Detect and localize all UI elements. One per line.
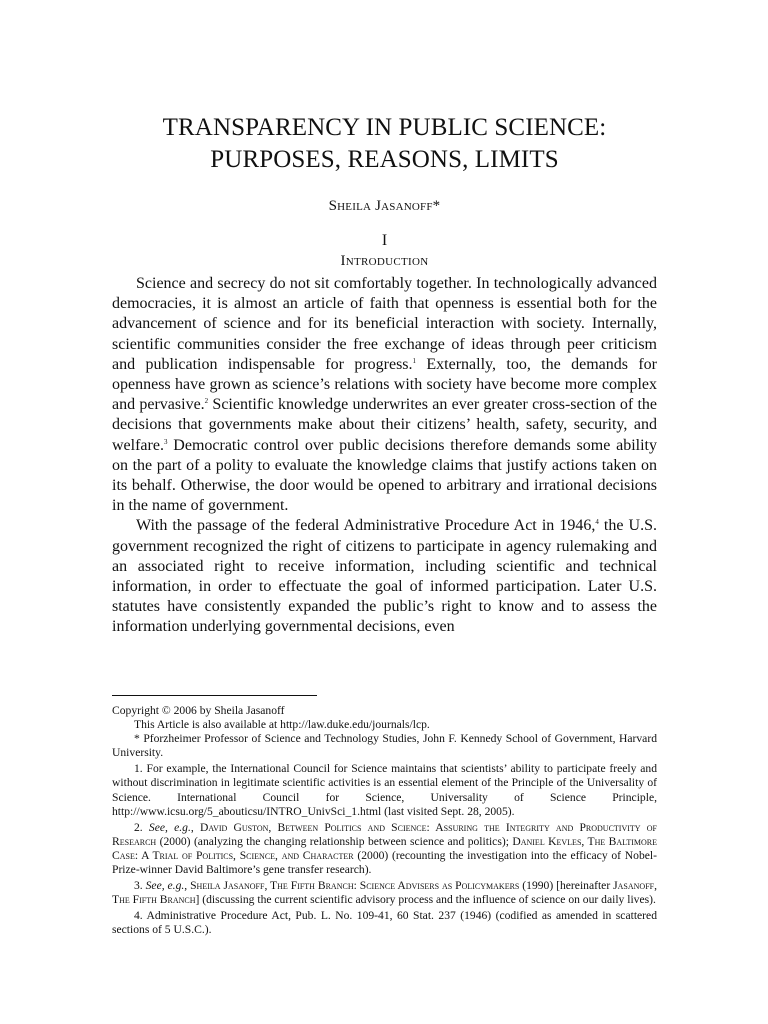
article bbox=[112, 112, 657, 638]
footnote-3-text: , bbox=[184, 879, 191, 893]
section-title: Introduction bbox=[340, 253, 429, 269]
paragraph-1-text: Democratic control over public decisions therefore demands some ability on the part of a polity to evaluate the knowledge claims that justify actions taken on its behalf. Otherwise, the door would be opened to arbitrary and irrational decisions in the name of government. bbox=[112, 436, 657, 515]
footnote-3-text: (1990) [hereinafter bbox=[519, 879, 614, 893]
footnote-divider bbox=[112, 695, 317, 696]
paragraph-1-text: Externally, too, the demands for openness have grown as science’s relations with society have become more complex and pervasive. bbox=[112, 355, 658, 414]
author-footnote: * Pforzheimer Professor of Science and Technology Studies, John F. Kennedy School of Government, Harvard University. bbox=[112, 732, 657, 760]
paragraph-2-text: With the passage of the federal Administrative Procedure Act in 1946, bbox=[136, 517, 596, 535]
footnote-ref-2: 2 bbox=[204, 397, 209, 406]
footnote-3-number: 3. bbox=[134, 879, 143, 893]
footnote-2 bbox=[112, 821, 657, 877]
section-number: I bbox=[381, 232, 388, 249]
article-body bbox=[112, 274, 657, 638]
paragraph-1 bbox=[112, 274, 657, 516]
footnote-3-text: ] (discussing the current scientific advisory process and the influence of science on our daily lives). bbox=[195, 893, 656, 907]
availability-note: This Article is also available at http://law.duke.edu/journals/lcp. bbox=[134, 718, 430, 732]
footnote-1: 1. For example, the International Council for Science maintains that scientists’ ability to participate freely and without discrimination in legitimate scientific activities is an essential element of the Principle of the Universality of Science. International Council for Science, Universality of Science Principle, http://www.icsu.org/5_abouticsu/INTRO_UnivSci_1.html (last visited Sept. 28, 2005). bbox=[112, 762, 657, 818]
title-line-1: TRANSPARENCY IN PUBLIC SCIENCE: bbox=[162, 114, 607, 141]
footnote-4: 4. Administrative Procedure Act, Pub. L. No. 109-41, 60 Stat. 237 (1946) (codified as amended in scattered sections of 5 U.S.C.). bbox=[112, 909, 657, 937]
footnotes bbox=[112, 704, 657, 938]
title-line-2: PURPOSES, REASONS, LIMITS bbox=[210, 146, 559, 173]
paragraph-2-text: the U.S. government recognized the right of citizens to participate in agency rulemaking and an associated right to receive information, including scientific and technical information, in order to effectuate the goal of informed participation. Later U.S. statutes have consistently expanded the public’s right to know and to assess the information underlying governmental decisions, even bbox=[112, 517, 657, 636]
book-reference: David Guston, Between Politics and Science: Assuring the Integrity and Productivity of Research bbox=[112, 820, 658, 848]
author-name: Sheila Jasanoff* bbox=[328, 198, 441, 214]
footnote-2-text: (2000) (recounting the investigation into the efficacy of Nobel-Prize-winner David Baltimore’s gene transfer research). bbox=[112, 848, 657, 877]
footnote-2-text: (2000) (analyzing the changing relationship between science and politics); bbox=[156, 834, 513, 848]
signal: See, e.g. bbox=[145, 879, 185, 893]
footnote-2-number: 2. bbox=[134, 820, 143, 834]
paragraph-1-text: Science and secrecy do not sit comfortably together. In technologically advanced democracies, it is almost an article of faith that openness is essential both for the advancement of science and for its beneficial interaction with society. Internally, scientific communities consider the free exchange of ideas through peer criticism and publication indispensable for progress. bbox=[112, 275, 657, 373]
footnote-ref-4: 4 bbox=[595, 518, 599, 527]
paragraph-1-text: Scientific knowledge underwrites an ever greater cross-section of the decisions that governments make about their citizens’ health, safety, security, and welfare. bbox=[112, 396, 657, 454]
footnote-ref-3: 3 bbox=[163, 437, 168, 446]
book-reference: Jasanoff, The Fifth Branch bbox=[112, 879, 657, 907]
copyright-notice: Copyright © 2006 by Sheila Jasanoff bbox=[112, 704, 285, 717]
footnote-2-text: , bbox=[190, 820, 200, 834]
book-reference: Daniel Kevles, The Baltimore Case: A Trial of Politics, Science, and Character bbox=[112, 834, 657, 862]
article-title bbox=[112, 112, 657, 176]
footnote-3 bbox=[112, 879, 657, 907]
paragraph-2 bbox=[112, 516, 657, 637]
signal: See, e.g. bbox=[148, 820, 191, 834]
book-reference: Sheila Jasanoff, The Fifth Branch: Science Advisers as Policymakers bbox=[190, 879, 520, 893]
footnote-ref-1: 1 bbox=[412, 356, 417, 365]
